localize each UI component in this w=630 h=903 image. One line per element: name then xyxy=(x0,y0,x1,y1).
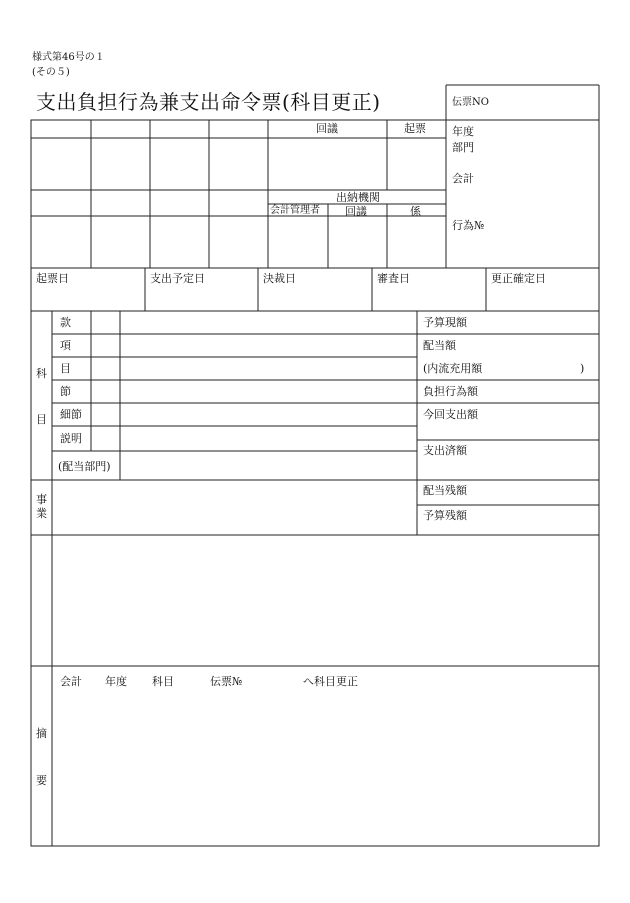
shishutsu-zumi-label: 支出済額 xyxy=(423,444,467,457)
kamoku-side-label-2: 目 xyxy=(36,413,47,426)
tekiyo-he-kamoku-kosei: へ科目更正 xyxy=(303,675,358,688)
kamoku-row-setsumei: 説明 xyxy=(60,432,82,445)
kamoku-row-kou: 項 xyxy=(60,339,71,352)
yosan-zan-label: 予算残額 xyxy=(423,509,467,522)
nendo-label: 年度 xyxy=(452,125,474,138)
tekiyo-nendo: 年度 xyxy=(105,675,127,688)
jigyo-label-2: 業 xyxy=(36,507,47,520)
haito-zan-label: 配当残額 xyxy=(423,484,467,497)
kaikei-kanrisha-label: 会計管理者 xyxy=(270,205,320,216)
jigyo-label-1: 事 xyxy=(36,493,47,506)
haito-gaku-label: 配当額 xyxy=(423,339,456,352)
kaigi-label: 回議 xyxy=(316,122,338,135)
tekiyo-denpyo-no: 伝票№ xyxy=(210,675,243,688)
suitou-kikan-label: 出納機関 xyxy=(336,191,380,204)
form-sub-number: (その５) xyxy=(32,67,70,78)
kakari-label: 係 xyxy=(410,205,421,218)
yosan-genkaku-label: 予算現額 xyxy=(423,316,467,329)
kamoku-row-kan: 款 xyxy=(60,316,71,329)
kamoku-side-label-1: 科 xyxy=(36,367,47,380)
denpyo-no-label: 伝票NO xyxy=(452,97,489,108)
tekiyo-kaikei: 会計 xyxy=(60,675,82,688)
futan-koui-label: 負担行為額 xyxy=(423,385,478,398)
kamoku-row-moku: 目 xyxy=(60,362,71,375)
kamoku-row-setsu: 節 xyxy=(60,385,71,398)
kamoku-row-saisetsu: 細節 xyxy=(60,408,82,421)
konkai-shishutsu-label: 今回支出額 xyxy=(423,408,478,421)
date-kessai: 決裁日 xyxy=(263,272,296,285)
date-shinsa: 審査日 xyxy=(377,272,410,285)
tekiyo-label-1: 摘 xyxy=(36,727,47,740)
bumon-label: 部門 xyxy=(452,141,474,154)
date-kosei-kakutei: 更正確定日 xyxy=(491,272,546,285)
date-shishutsu-yotei: 支出予定日 xyxy=(150,272,205,285)
nairyu-close: ) xyxy=(580,362,585,375)
kaigi2-label: 回議 xyxy=(345,205,367,218)
nairyu-label: (内流充用額 xyxy=(423,362,483,375)
kihyo-label: 起票 xyxy=(404,122,426,135)
haito-bumon-label: (配当部門) xyxy=(58,460,111,473)
kaikei-label: 会計 xyxy=(452,172,474,185)
form-number: 様式第46号の１ xyxy=(32,52,105,63)
koui-no-label: 行為№ xyxy=(452,219,485,232)
page-title: 支出負担行為兼支出命令票(科目更正) xyxy=(36,90,381,114)
date-kihyo: 起票日 xyxy=(36,272,69,285)
tekiyo-kamoku: 科目 xyxy=(152,675,174,688)
tekiyo-label-2: 要 xyxy=(36,774,47,787)
